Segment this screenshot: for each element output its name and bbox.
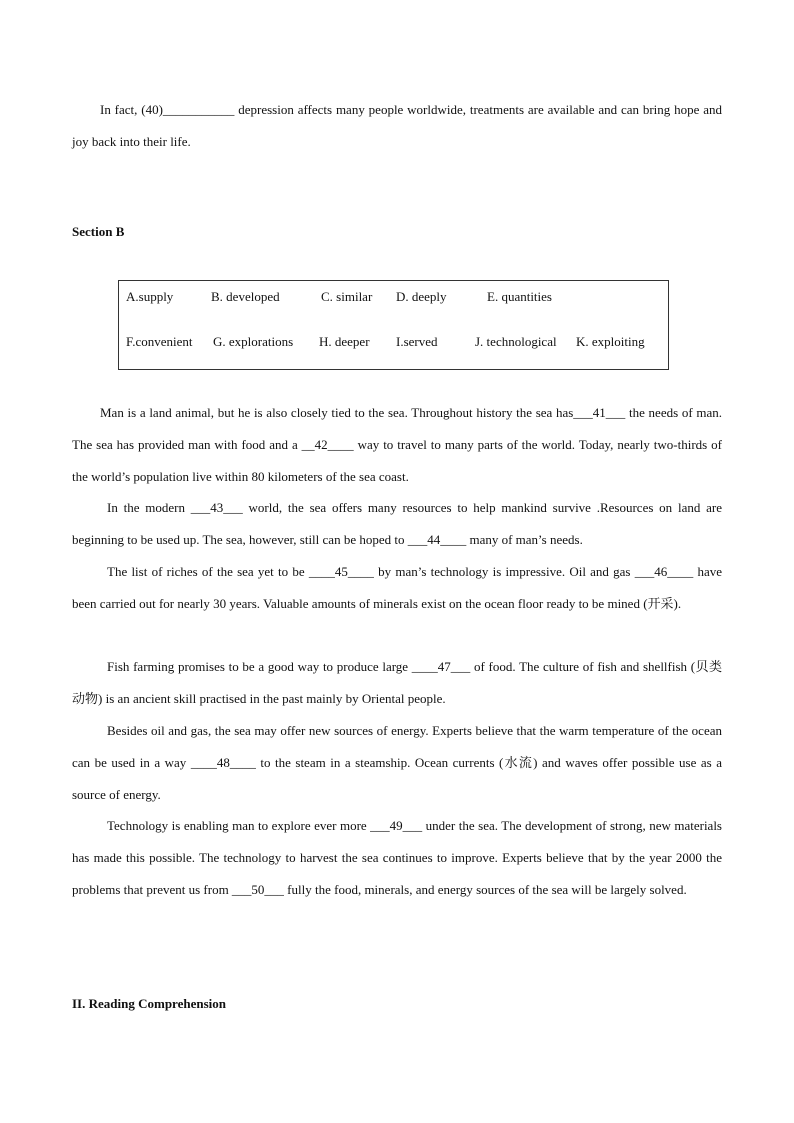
passage-paragraph-4: Fish farming promises to be a good way to produce large ____47___ of food. The culture of fish and shellfish (贝类动物) is an ancient skill practised in the past mainly by Oriental people. <box>72 659 722 706</box>
section-b-heading: Section B <box>72 224 125 239</box>
word-option-a: A.supply <box>126 289 174 304</box>
word-option-j: J. technological <box>475 334 557 349</box>
word-option-k: K. exploiting <box>576 334 645 349</box>
word-option-c: C. similar <box>321 289 373 304</box>
word-option-f: F.convenient <box>126 334 193 349</box>
word-option-d: D. deeply <box>396 289 447 304</box>
reading-comprehension-heading: II. Reading Comprehension <box>72 996 226 1011</box>
word-option-b: B. developed <box>211 289 280 304</box>
passage-paragraph-2: In the modern ___43___ world, the sea offers many resources to help mankind survive .Resources on land are beginning to be used up. The sea, however, still can be hoped to ___44____ many of man’s needs. <box>72 500 722 547</box>
word-bank-box <box>118 280 669 370</box>
word-option-e: E. quantities <box>487 289 552 304</box>
passage-paragraph-5: Besides oil and gas, the sea may offer new sources of energy. Experts believe that the warm temperature of the ocean can be used in a way ____48____ to the steam in a steamship. Ocean currents (水流) and waves offer possible use as a source of energy. <box>72 723 722 802</box>
passage-paragraph-1: Man is a land animal, but he is also closely tied to the sea. Throughout history the sea has___41___ the needs of man. The sea has provided man with food and a __42____ way to travel to many parts of the world. Today, nearly two-thirds of the world’s population live within 80 kilometers of the sea coast. <box>72 405 722 484</box>
passage-paragraph-6: Technology is enabling man to explore ever more ___49___ under the sea. The development of strong, new materials has made this possible. The technology to harvest the sea continues to improve. Experts believe that by the year 2000 the problems that prevent us from ___50___ fully the food, minerals, and energy sources of the sea will be largely solved. <box>72 818 722 897</box>
word-option-i: I.served <box>396 334 438 349</box>
passage-paragraph-3: The list of riches of the sea yet to be ____45____ by man’s technology is impressive. Oil and gas ___46____ have been carried out for nearly 30 years. Valuable amounts of minerals exist on the ocean floor ready to be mined (开采). <box>72 564 722 611</box>
word-option-g: G. explorations <box>213 334 294 349</box>
word-option-h: H. deeper <box>319 334 370 349</box>
paragraph-question-40: In fact, (40)___________ depression affects many people worldwide, treatments are available and can bring hope and joy back into their life. <box>72 102 722 149</box>
